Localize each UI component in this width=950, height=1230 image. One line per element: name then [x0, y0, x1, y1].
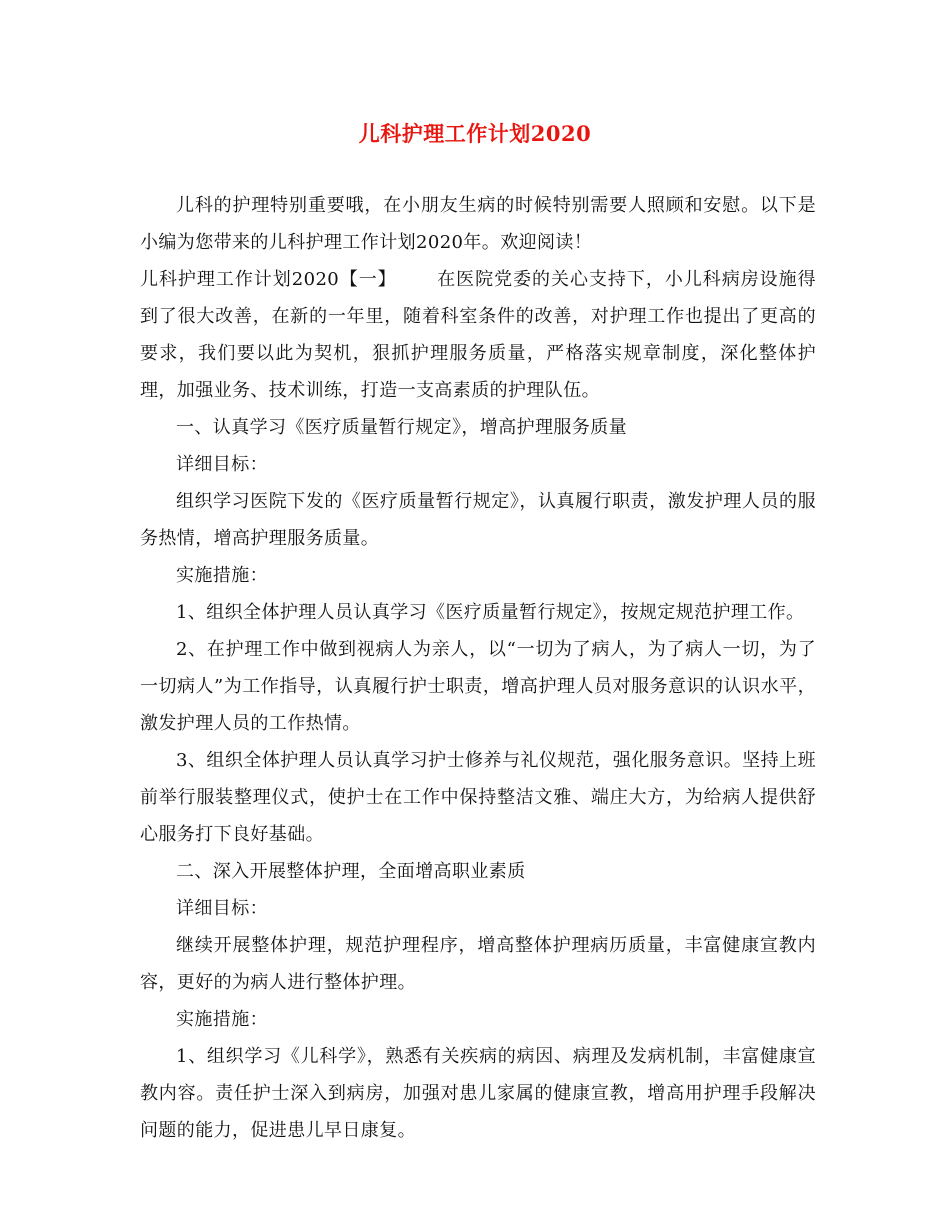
section2-measures-label: 实施措施：: [176, 1009, 268, 1030]
section1-measure-2: 2、在护理工作中做到视病人为亲人，以“一切为了病人，为了病人一切，为了一切病人”为工作指导，认真履行护士职责，增高护理人员对服务意识的认识水平，激发护理人员的工作热情。: [140, 639, 816, 734]
section1-title: 一、认真学习《医疗质量暂行规定》，增高护理服务质量: [176, 417, 627, 438]
document-body: [140, 187, 816, 1149]
part1-heading: 儿科护理工作计划2020【一】: [140, 269, 397, 290]
intro-paragraph: 儿科的护理特别重要哦，在小朋友生病的时候特别需要人照顾和安慰。以下是小编为您带来的儿科护理工作计划2020年。欢迎阅读！: [140, 195, 816, 253]
section2-measure-1: 1、组织学习《儿科学》，熟悉有关疾病的病因、病理及发病机制，丰富健康宣教内容。责任护士深入到病房，加强对患儿家属的健康宣教，增高用护理手段解决问题的能力，促进患儿早日康复。: [140, 1046, 816, 1141]
part1-text: 在医院党委的关心支持下，小儿科病房设施得到了很大改善，在新的一年里，随着科室条件的改善，对护理工作也提出了更高的要求，我们要以此为契机，狠抓护理服务质量，严格落实规章制度，深化整体护理，加强业务、技术训练，打造一支高素质的护理队伍。: [140, 269, 817, 401]
section2-title: 二、深入开展整体护理，全面增高职业素质: [176, 861, 526, 882]
section2-goal-label: 详细目标：: [176, 898, 268, 919]
section1-measures-label: 实施措施：: [176, 565, 268, 586]
section1-goal-text: 组织学习医院下发的《医疗质量暂行规定》，认真履行职责，激发护理人员的服务热情，增高护理服务质量。: [140, 491, 816, 549]
section2-goal-text: 继续开展整体护理，规范护理程序，增高整体护理病历质量，丰富健康宣教内容，更好的为病人进行整体护理。: [140, 935, 816, 993]
section1-measure-1: 1、组织全体护理人员认真学习《医疗质量暂行规定》，按规定规范护理工作。: [176, 602, 805, 623]
section1-goal-label: 详细目标：: [176, 454, 268, 475]
document-title: 儿科护理工作计划2020: [358, 121, 592, 146]
section1-measure-3: 3、组织全体护理人员认真学习护士修养与礼仪规范，强化服务意识。坚持上班前举行服装整理仪式，使护士在工作中保持整洁文雅、端庄大方，为给病人提供舒心服务打下良好基础。: [140, 750, 816, 845]
part1-paragraph: [140, 261, 816, 409]
